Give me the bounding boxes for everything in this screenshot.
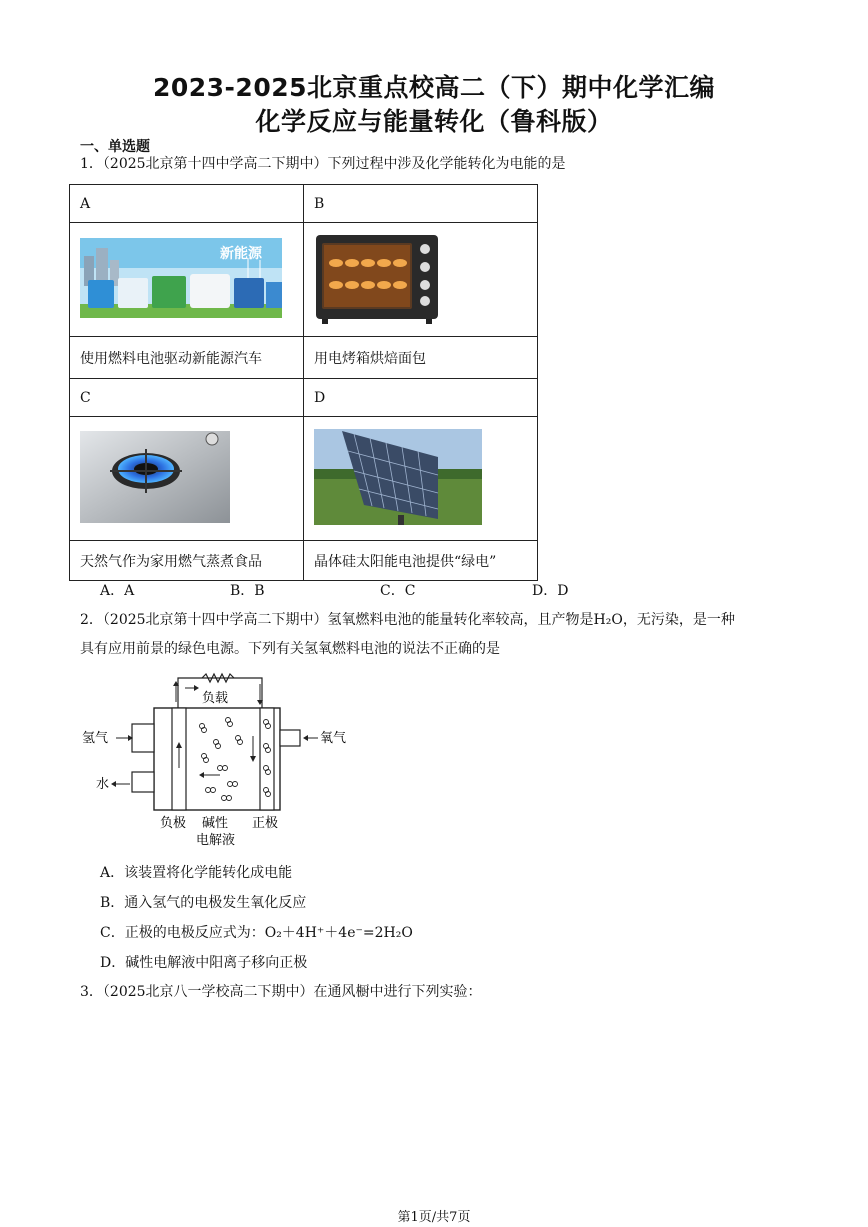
gas-stove-image [80, 431, 230, 523]
oxygen-label: 氧气 [320, 731, 347, 746]
fuel-cell-diagram [80, 672, 360, 852]
cell-d-caption: 晶体硅太阳能电池提供“绿电” [304, 541, 538, 581]
water-label: 水 [96, 777, 110, 792]
option-b[interactable]: B．B [230, 583, 265, 599]
question-2-stem-line2: 具有应用前景的绿色电源。下列有关氢氧燃料电池的说法不正确的是 [80, 641, 500, 657]
question-2-choice-a[interactable]: A．该装置将化学能转化成电能 [100, 865, 293, 881]
cell-c-caption: 天然气作为家用燃气蒸煮食品 [70, 541, 304, 581]
electrolyte-label-2: 电解液 [196, 833, 236, 848]
question-2-choice-d[interactable]: D．碱性电解液中阳离子移向正极 [100, 955, 308, 971]
load-label: 负载 [202, 691, 229, 706]
negative-electrode-label: 负极 [160, 816, 187, 831]
hydrogen-label: 氢气 [82, 731, 109, 746]
cell-b-image [304, 223, 538, 337]
page-footer: 第1页/共7页 [397, 1210, 471, 1225]
section-heading: 一、单选题 [80, 139, 150, 155]
positive-electrode-label: 正极 [252, 816, 279, 831]
question-2-stem-line1: 2．（2025北京第十四中学高二下期中）氢氧燃料电池的能量转化率较高，且产物是H₂O，无污染，是一种 [80, 612, 735, 628]
question-3-stem: 3．（2025北京八一学校高二下期中）在通风橱中进行下列实验： [80, 984, 482, 1000]
cell-c-label: C [70, 379, 304, 417]
question-1-stem: 1．（2025北京第十四中学高二下期中）下列过程中涉及化学能转化为电能的是 [80, 156, 566, 172]
option-c[interactable]: C．C [380, 583, 416, 599]
cell-a-label: A [70, 185, 304, 223]
new-energy-bus-image [80, 238, 282, 318]
cell-a-caption: 使用燃料电池驱动新能源汽车 [70, 337, 304, 379]
document-subtitle: 化学反应与能量转化（鲁科版） [255, 107, 613, 136]
question-1-table [69, 184, 538, 581]
new-energy-text: 新能源 [220, 245, 262, 262]
cell-d-label: D [304, 379, 538, 417]
question-2-choice-b[interactable]: B．通入氢气的电极发生氧化反应 [100, 895, 307, 911]
option-d[interactable]: D．D [532, 583, 569, 599]
cell-c-image [70, 417, 304, 541]
electric-oven-image [314, 231, 440, 325]
question-2-choice-c[interactable]: C．正极的电极反应式为：O₂＋4H⁺＋4e⁻=2H₂O [100, 925, 413, 941]
document-title: 2023-2025北京重点校高二（下）期中化学汇编 [152, 73, 716, 102]
cell-b-caption: 用电烤箱烘焙面包 [304, 337, 538, 379]
cell-a-image [70, 223, 304, 337]
cell-d-image [304, 417, 538, 541]
solar-panel-image [314, 429, 482, 525]
electrolyte-label-1: 碱性 [202, 816, 229, 831]
option-a[interactable]: A．A [100, 583, 135, 599]
cell-b-label: B [304, 185, 538, 223]
